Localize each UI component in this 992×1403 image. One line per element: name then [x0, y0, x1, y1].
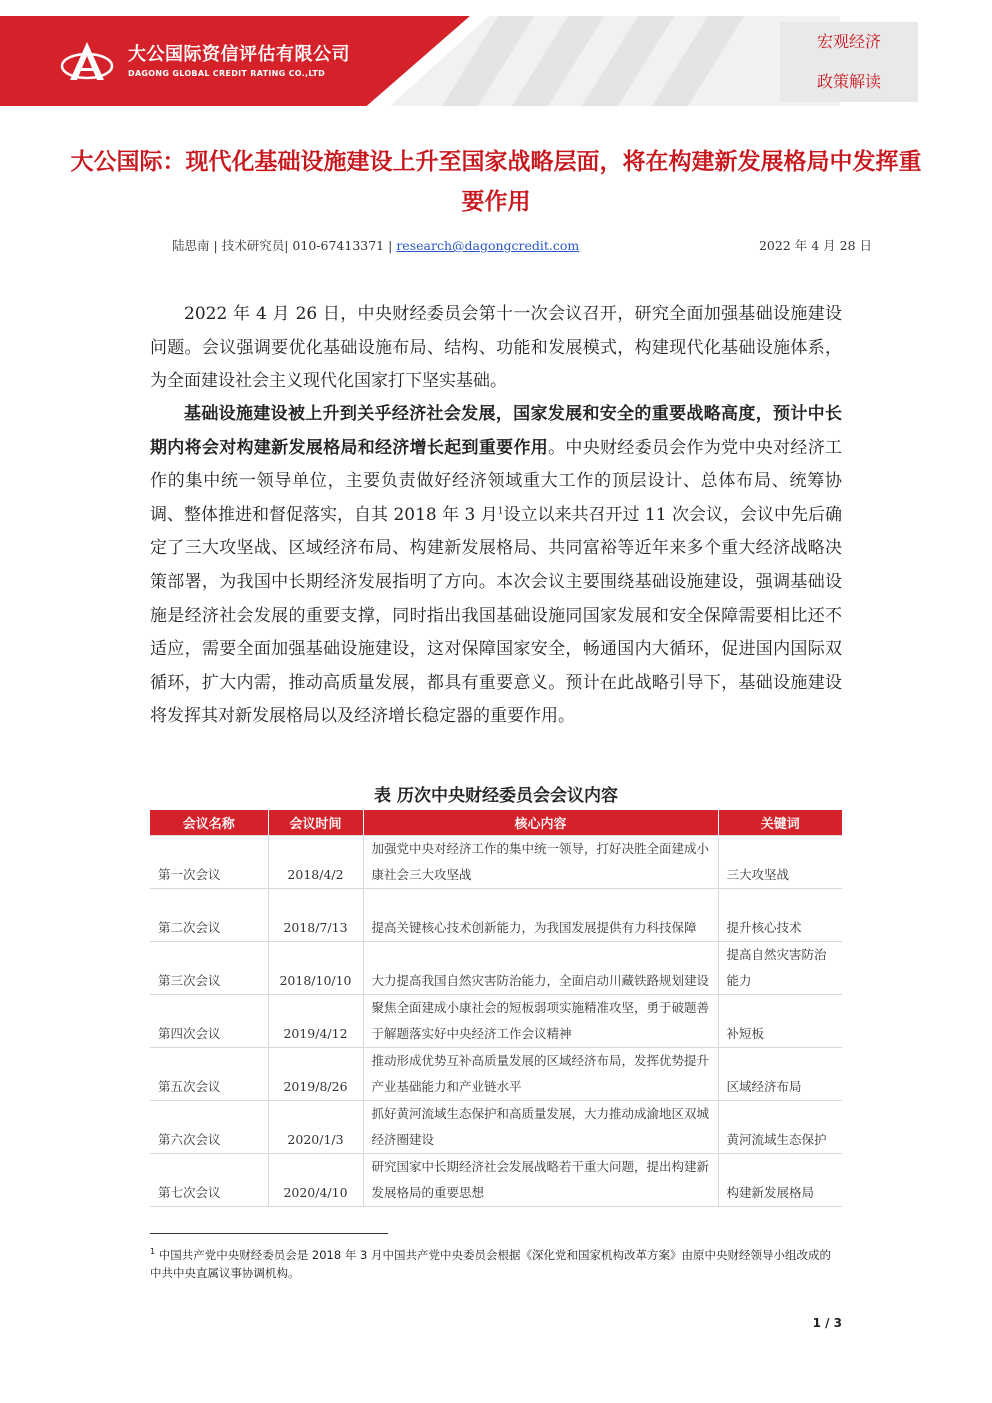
paragraph-2-bold-lead: 基础设施建设被上升到关乎经济社会发展，国家发展和安全的重要战略高度，预计中长期内将会对构建新发展格局和经济增长起到重要作用 — [150, 404, 842, 458]
phone: 010-67413371 — [292, 238, 385, 253]
cell-name: 第六次会议 — [150, 1101, 268, 1154]
tag-macro-economy: 宏观经济 — [780, 22, 918, 62]
table-row — [150, 942, 842, 995]
table-row — [150, 1154, 842, 1207]
cell-content: 抓好黄河流域生态保护和高质量发展，大力推动成渝地区双城经济圈建设 — [363, 1101, 718, 1154]
col-header-content: 核心内容 — [363, 810, 718, 836]
col-header-keyword: 关键词 — [718, 810, 842, 836]
cell-keyword: 提升核心技术 — [718, 889, 842, 942]
tag-policy-interpretation: 政策解读 — [780, 62, 918, 102]
cell-name: 第四次会议 — [150, 995, 268, 1048]
cell-content: 聚焦全面建成小康社会的短板弱项实施精准攻坚，勇于破题善于解题落实好中央经济工作会议精神 — [363, 995, 718, 1048]
dagong-logo-icon — [60, 40, 114, 82]
paragraph-2-text-a: 。中央财经委员会作为党中央对经济工作的集中统一领导单位，主要负责做好经济领域重大工作的顶层设计、总体布局、统筹协调、整体推进和督促落实，自其 2018 年 3 月 — [150, 437, 843, 525]
cell-name: 第七次会议 — [150, 1154, 268, 1207]
cell-name: 第三次会议 — [150, 942, 268, 995]
footnote-number: 1 — [150, 1247, 156, 1256]
table-title: 表 历次中央财经委员会会议内容 — [374, 786, 618, 806]
col-header-name: 会议名称 — [150, 810, 268, 836]
footnote-ref[interactable]: 1 — [497, 506, 504, 517]
footnote — [150, 1243, 842, 1282]
cell-keyword: 黄河流域生态保护 — [718, 1101, 842, 1154]
separator: | — [388, 238, 393, 253]
cell-keyword: 区域经济布局 — [718, 1048, 842, 1101]
cell-keyword: 构建新发展格局 — [718, 1154, 842, 1207]
paragraph-1: 2022 年 4 月 26 日，中央财经委员会第十一次会议召开，研究全面加强基础设施建设问题。会议强调要优化基础设施布局、结构、功能和发展模式，构建现代化基础设施体系，为全面建设社会主义现代化国家打下坚实基础。 — [150, 304, 842, 392]
cell-name: 第二次会议 — [150, 889, 268, 942]
separator: | — [284, 238, 289, 253]
cell-name: 第一次会议 — [150, 836, 268, 889]
table-row — [150, 1048, 842, 1101]
table-row — [150, 995, 842, 1048]
cell-date: 2020/1/3 — [268, 1101, 363, 1154]
col-header-date: 会议时间 — [268, 810, 363, 836]
cell-name: 第五次会议 — [150, 1048, 268, 1101]
table-header-row — [150, 810, 842, 836]
cell-date: 2018/4/2 — [268, 836, 363, 889]
page-title: 大公国际：现代化基础设施建设上升至国家战略层面，将在构建新发展格局中发挥重要作用 — [70, 149, 922, 215]
cell-content: 提高关键核心技术创新能力，为我国发展提供有力科技保障 — [363, 889, 718, 942]
table-row — [150, 1101, 842, 1154]
footnote-divider — [150, 1233, 388, 1234]
cell-date: 2020/4/10 — [268, 1154, 363, 1207]
cell-keyword: 三大攻坚战 — [718, 836, 842, 889]
author-role: 技术研究员 — [221, 238, 285, 253]
company-name-cn: 大公国际资信评估有限公司 — [128, 44, 350, 65]
author: 陆思南 — [172, 238, 210, 253]
byline — [172, 236, 872, 256]
footnote-text: 中国共产党中央财经委员会是 2018 年 3 月中国共产党中央委员会根据《深化党和国家机构改革方案》由原中央财经领导小组改成的中共中央直属议事协调机构。 — [150, 1247, 831, 1280]
meetings-table — [150, 810, 842, 1207]
cell-content: 大力提高我国自然灾害防治能力，全面启动川藏铁路规划建设 — [363, 942, 718, 995]
company-name-en: DAGONG GLOBAL CREDIT RATING CO.,LTD — [128, 69, 326, 78]
cell-keyword: 提高自然灾害防治能力 — [718, 942, 842, 995]
paragraph-2 — [150, 398, 842, 734]
email-link[interactable]: research@dagongcredit.com — [396, 238, 580, 253]
cell-content: 研究国家中长期经济社会发展战略若干重大问题，提出构建新发展格局的重要思想 — [363, 1154, 718, 1207]
paragraph-2-text-b: 设立以来共召开过 11 次会议，会议中先后确定了三大攻坚战、区域经济布局、构建新发展格局、共同富裕等近年来多个重大经济战略决策部署，为我国中长期经济发展指明了方向。本次会议主要围绕基础设施建设，强调基础设施是经济社会发展的重要支撑，同时指出我国基础设施同国家发展和安全保障需要相比还不适应，需要全面加强基础设施建设，这对保障国家安全，畅通国内大循环，促进国内国际双循环，扩大内需，推动高质量发展，都具有重要意义。预计在此战略引导下，基础设施建设将发挥其对新发展格局以及经济增长稳定器的重要作用。 — [150, 504, 842, 727]
cell-date: 2019/4/12 — [268, 995, 363, 1048]
separator: | — [213, 238, 218, 253]
cell-content: 加强党中央对经济工作的集中统一领导，打好决胜全面建成小康社会三大攻坚战 — [363, 836, 718, 889]
page-number: 1 / 3 — [812, 1316, 842, 1330]
table-row — [150, 889, 842, 942]
cell-keyword: 补短板 — [718, 995, 842, 1048]
table-row — [150, 836, 842, 889]
cell-date: 2019/8/26 — [268, 1048, 363, 1101]
cell-content: 推动形成优势互补高质量发展的区域经济布局，发挥优势提升产业基础能力和产业链水平 — [363, 1048, 718, 1101]
report-date: 2022 年 4 月 28 日 — [758, 238, 872, 253]
cell-date: 2018/7/13 — [268, 889, 363, 942]
cell-date: 2018/10/10 — [268, 942, 363, 995]
